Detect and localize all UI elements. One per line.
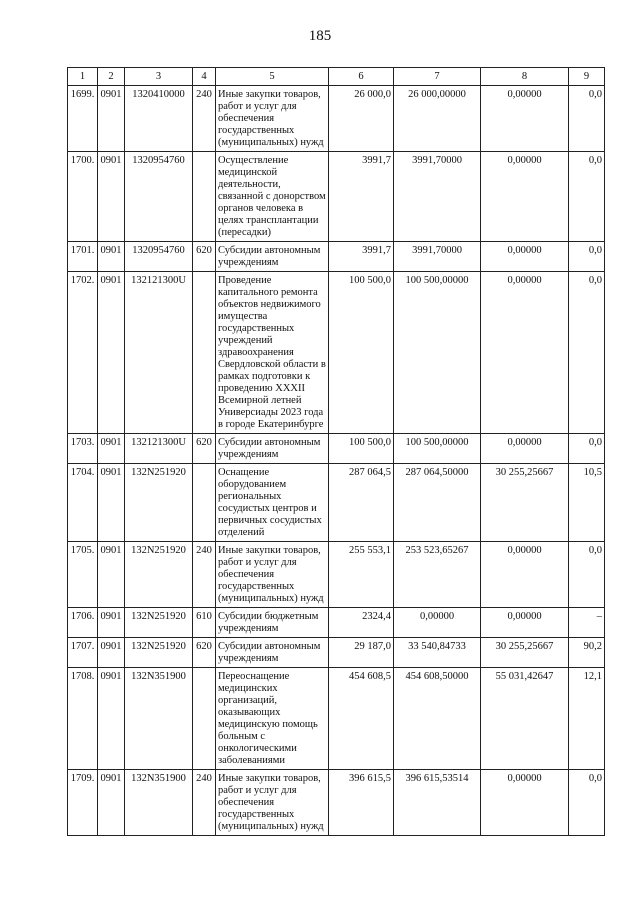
value-col7: 253 523,65267 (394, 542, 481, 608)
row-number: 1708. (68, 668, 98, 770)
description: Субсидии автономным учреждениям (216, 434, 329, 464)
description: Субсидии бюджетным учреждениям (216, 608, 329, 638)
value-col8: 0,00000 (481, 542, 569, 608)
description: Иные закупки товаров, работ и услуг для обеспечения государственных (муниципальных) нужд (216, 542, 329, 608)
col-header: 4 (193, 68, 216, 86)
expense-type-code (193, 152, 216, 242)
description: Иные закупки товаров, работ и услуг для обеспечения государственных (муниципальных) нужд (216, 770, 329, 836)
section-code: 0901 (98, 272, 125, 434)
col-header: 9 (569, 68, 605, 86)
section-code: 0901 (98, 152, 125, 242)
target-article-code: 132121300U (125, 272, 193, 434)
value-col7: 100 500,00000 (394, 272, 481, 434)
target-article-code: 1320410000 (125, 86, 193, 152)
expense-type-code: 610 (193, 608, 216, 638)
section-code: 0901 (98, 434, 125, 464)
table-row (68, 434, 605, 464)
value-col9: 0,0 (569, 86, 605, 152)
row-number: 1703. (68, 434, 98, 464)
value-col6: 100 500,0 (329, 272, 394, 434)
table-row (68, 608, 605, 638)
col-header: 6 (329, 68, 394, 86)
value-col7: 33 540,84733 (394, 638, 481, 668)
value-col9: 0,0 (569, 152, 605, 242)
value-col7: 396 615,53514 (394, 770, 481, 836)
table-row (68, 152, 605, 242)
value-col8: 30 255,25667 (481, 638, 569, 668)
col-header: 2 (98, 68, 125, 86)
section-code: 0901 (98, 542, 125, 608)
table-row (68, 542, 605, 608)
col-header: 3 (125, 68, 193, 86)
expense-type-code: 620 (193, 638, 216, 668)
col-header: 8 (481, 68, 569, 86)
expense-type-code (193, 668, 216, 770)
value-col7: 287 064,50000 (394, 464, 481, 542)
value-col9: 0,0 (569, 272, 605, 434)
value-col9: 0,0 (569, 770, 605, 836)
value-col8: 0,00000 (481, 86, 569, 152)
value-col9: 0,0 (569, 434, 605, 464)
value-col8: 0,00000 (481, 434, 569, 464)
value-col8: 0,00000 (481, 152, 569, 242)
value-col9: 90,2 (569, 638, 605, 668)
value-col9: 10,5 (569, 464, 605, 542)
page-number: 185 (308, 28, 332, 44)
value-col6: 287 064,5 (329, 464, 394, 542)
value-col6: 29 187,0 (329, 638, 394, 668)
description: Иные закупки товаров, работ и услуг для обеспечения государственных (муниципальных) нужд (216, 86, 329, 152)
target-article-code: 1320954760 (125, 242, 193, 272)
row-number: 1704. (68, 464, 98, 542)
target-article-code: 132N351900 (125, 668, 193, 770)
target-article-code: 132121300U (125, 434, 193, 464)
section-code: 0901 (98, 608, 125, 638)
value-col7: 100 500,00000 (394, 434, 481, 464)
description: Субсидии автономным учреждениям (216, 242, 329, 272)
value-col8: 0,00000 (481, 242, 569, 272)
value-col6: 3991,7 (329, 152, 394, 242)
table-row (68, 638, 605, 668)
expense-type-code (193, 464, 216, 542)
section-code: 0901 (98, 638, 125, 668)
table-row (68, 770, 605, 836)
expense-type-code (193, 272, 216, 434)
description: Проведение капитального ремонта объектов недвижимого имущества государственных учреждений здравоохранения Свердловской области в рамках подготовки к проведению XXXII Всемирной летней Универсиады 2023 года в городе Екатеринбурге (216, 272, 329, 434)
col-header: 5 (216, 68, 329, 86)
row-number: 1699. (68, 86, 98, 152)
section-code: 0901 (98, 770, 125, 836)
expense-type-code: 240 (193, 86, 216, 152)
header-row (68, 68, 605, 86)
value-col8: 0,00000 (481, 770, 569, 836)
target-article-code: 132N351900 (125, 770, 193, 836)
section-code: 0901 (98, 464, 125, 542)
table-row (68, 464, 605, 542)
value-col6: 100 500,0 (329, 434, 394, 464)
value-col9: 12,1 (569, 668, 605, 770)
expense-type-code: 620 (193, 434, 216, 464)
description: Субсидии автономным учреждениям (216, 638, 329, 668)
target-article-code: 132N251920 (125, 542, 193, 608)
value-col7: 3991,70000 (394, 152, 481, 242)
value-col9: – (569, 608, 605, 638)
budget-table (67, 67, 605, 836)
value-col7: 454 608,50000 (394, 668, 481, 770)
col-header: 1 (68, 68, 98, 86)
row-number: 1702. (68, 272, 98, 434)
table-row (68, 86, 605, 152)
target-article-code: 132N251920 (125, 464, 193, 542)
value-col6: 454 608,5 (329, 668, 394, 770)
expense-type-code: 240 (193, 542, 216, 608)
value-col8: 0,00000 (481, 608, 569, 638)
value-col8: 0,00000 (481, 272, 569, 434)
section-code: 0901 (98, 86, 125, 152)
row-number: 1700. (68, 152, 98, 242)
section-code: 0901 (98, 242, 125, 272)
value-col7: 3991,70000 (394, 242, 481, 272)
value-col9: 0,0 (569, 542, 605, 608)
row-number: 1701. (68, 242, 98, 272)
target-article-code: 132N251920 (125, 638, 193, 668)
value-col8: 55 031,42647 (481, 668, 569, 770)
target-article-code: 1320954760 (125, 152, 193, 242)
value-col9: 0,0 (569, 242, 605, 272)
row-number: 1707. (68, 638, 98, 668)
description: Переоснащение медицинских организаций, оказывающих медицинскую помощь больным с онкологическими заболеваниями (216, 668, 329, 770)
value-col6: 26 000,0 (329, 86, 394, 152)
expense-type-code: 240 (193, 770, 216, 836)
value-col6: 2324,4 (329, 608, 394, 638)
value-col7: 0,00000 (394, 608, 481, 638)
description: Оснащение оборудованием региональных сосудистых центров и первичных сосудистых отделений (216, 464, 329, 542)
row-number: 1709. (68, 770, 98, 836)
value-col7: 26 000,00000 (394, 86, 481, 152)
table-row (68, 668, 605, 770)
table-row (68, 242, 605, 272)
table-row (68, 272, 605, 434)
value-col8: 30 255,25667 (481, 464, 569, 542)
section-code: 0901 (98, 668, 125, 770)
row-number: 1705. (68, 542, 98, 608)
value-col6: 255 553,1 (329, 542, 394, 608)
col-header: 7 (394, 68, 481, 86)
description: Осуществление медицинской деятельности, связанной с донорством органов человека в целях трансплантации (пересадки) (216, 152, 329, 242)
target-article-code: 132N251920 (125, 608, 193, 638)
value-col6: 396 615,5 (329, 770, 394, 836)
value-col6: 3991,7 (329, 242, 394, 272)
expense-type-code: 620 (193, 242, 216, 272)
row-number: 1706. (68, 608, 98, 638)
